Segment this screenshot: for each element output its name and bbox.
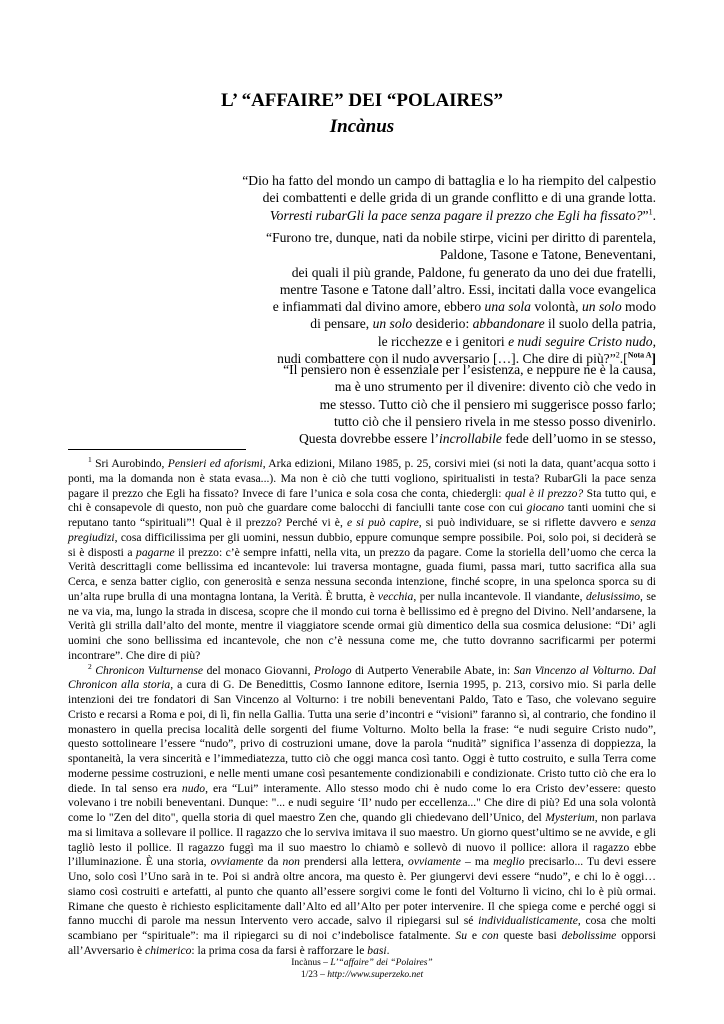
footnote-text: , Arka edizioni, Milano 1985, p. 25, corsivi miei (si noti la data, quant’acqua sotto i ponti, ma la domanda non è stata evasa...). Ma non è ciò che tutti vogliono, spiritualisti in testa? RubarGli la pace senza pagare il prezzo che Egli ha fissato? Invece di fare l’unica e sola cosa che conta, chiedergli: xyxy=(68,457,656,500)
footnote-text: di Autperto Venerabile Abate, in: xyxy=(351,663,514,677)
quote-line xyxy=(283,430,656,447)
footnote-italic: Mysterium xyxy=(545,811,595,824)
quote-line: me stesso. Tutto ciò che il pensiero mi suggerisce posso farlo; xyxy=(319,396,656,412)
footnote-italic: Prologo xyxy=(314,663,352,677)
footnote-italic: Pensieri ed aforismi xyxy=(167,457,263,470)
footnote-text: precisarlo... Tu devi essere Uno, solo così l’Uno sarà in te. Poi si andrà oltre ancora, ma questo è. Per giungervi devi essere “nudo”, e chi lo è oggi… siamo così costruiti e artefatti, al punto che quanto all’essere sorgivi come le fonti del Volturno lì vicino, chi lo è più ormai. Rimane che questo è richiesto esplicitamente dall’Alto ed all’Alto per poter intervenire. Il che spiega come e perché oggi si fanno mucchi di parole ma nessun Intervento vero accade, salvo il ripiegarsi sul sé xyxy=(68,855,656,928)
footnote-text: opporsi all’Avversario è xyxy=(68,929,656,957)
quote-text: .[ xyxy=(619,351,628,367)
quote-italic: e nudi seguire Cristo nudo xyxy=(508,333,653,349)
footnote-text: – ma xyxy=(460,855,494,869)
page-number: 1/23 – xyxy=(300,970,328,980)
footnote-italic: giocano xyxy=(526,501,565,515)
quote-text: e infiammati dal divino amore, ebbero xyxy=(272,299,485,315)
footnote-text: , a cura di G. De Benedittis, Cosmo Iannone editore, Isernia 1995, p. 213, corsivo mio. Si parla delle intenzioni dei tre fondatori di San Vincenzo al Volturno: i tre nobili beneventani Paldo, Tato e Taso, che volevano seguire Cristo e recarsi a Roma e poi, di lì, fin nella Gallia. Tutta una serie d’incontri e “visioni” faranno sì, al contrario, che fondino il monastero in quella precisa località delle sorgenti del fiume Volturno. Molto bella la frase: “e nudi seguire Cristo nudo”, questo sottolineare l’essere “nudo”, privo di costruzioni umane, dove la parola “nudità” significa l’assenza di doppiezza, la spontaneità, la vera sincerità e l’immediatezza, tutto ciò che oggi manca così tanto. Oggi è tutto costruito, e sulla Terra come moderne pessime costruzioni, e nelle menti umane così pesantemente condizionabili e condizionate. Cristo tutto ciò che era lo diede. In tal senso era xyxy=(68,678,656,795)
footnote-text: queste basi xyxy=(498,929,562,942)
footnote-ref-2[interactable]: 2 xyxy=(615,350,620,360)
quote-line xyxy=(242,207,656,224)
quote-italic: abbandonare xyxy=(472,316,545,332)
footnote-text: Sta tutto qui, e chi è consapevole di questo, non può che guardare come balocchi di fanciulli tante cose con cui xyxy=(68,486,656,515)
footnote-text: tanti uomini che si reputano tanto “spirituali”! Qual è il prezzo? Perché vi è, xyxy=(68,501,656,529)
quote-italic: un solo xyxy=(372,316,413,332)
footnote-text: , non parlava ma si limitava a sollevare il pollice. Il ragazzo che lo serviva imitava il suo maestro. Un giorno quest’ultimo se ne avvide, e gli tagliò lesto il pollice. Il ragazzo fuggì ma il suo maestro lo chiamò e sollevò di nuovo il pollice: allora il ragazzo ebbe l’illuminazione. È una storia, xyxy=(68,811,657,869)
footnote-text: , cosa che molti scambiano per “spirituale”: ma il ripiegarci su di noi c’indebolisce fatalmente. xyxy=(68,914,656,942)
quote-text: volontà, xyxy=(530,299,582,315)
epigraph-quote-2 xyxy=(266,229,656,367)
quote-text: . xyxy=(652,207,656,223)
footnote-text: , se ne va via, ma, lungo la strada in discesa, scopre che il mondo cui torna è bellissimo ed è pregno del Divino. Nell’andarsene, la Verità gli strilla dall’alto del monte, mentre il viaggiatore scende ormai giù dimentico della sua cosmica delusione: “Di’ agli uomini che sono bellissima ed incantevole, che non c’è nessuna come me, che tutto dovranno sacrificarmi per potermi incontrare”. Che dire di più? xyxy=(68,589,656,662)
quote-text: ” xyxy=(642,207,649,223)
footnote-text: Sri Aurobindo, xyxy=(91,457,168,470)
quote-text: modo xyxy=(621,299,656,315)
footnote-text: prendersi alla lettera, xyxy=(299,855,409,869)
quote-text: il suolo della patria, xyxy=(544,316,656,332)
footnote-number: 1 xyxy=(88,455,92,465)
quote-line xyxy=(266,298,656,315)
footnote-1 xyxy=(68,457,656,664)
footnote-italic: individualisticamente xyxy=(478,914,578,928)
footnote-italic: debolissime xyxy=(561,929,617,942)
footnote-italic: vecchia xyxy=(377,589,414,603)
footnote-italic: San Vincenzo al Volturno. Dal Chronicon alla storia xyxy=(68,663,656,692)
footnote-italic: ovviamente xyxy=(210,855,264,869)
page-title: L’ “AFFAIRE” DEI “POLAIRES” xyxy=(220,90,504,111)
footnote-italic: chimerico xyxy=(145,943,192,957)
footnote-italic: pagarne xyxy=(136,545,175,559)
quote-text: nudi combattere con il nudo avversario […]. Che dire di più?” xyxy=(277,351,616,367)
footnote-italic: Chronicon Vulturnense xyxy=(95,663,204,677)
quote-line: tutto ciò che il pensiero rivela in me stesso posso divenirlo. xyxy=(333,413,656,429)
footnote-text: , cosa difficilissima per gli uomini, nessun dubbio, eppure comunque sempre possibile. Poi, solo poi, si deciderà se si è disposti a xyxy=(68,530,656,559)
epigraph-quote-1 xyxy=(242,172,656,224)
footnote-italic: meglio xyxy=(493,855,525,869)
footnote-italic: e si può capire xyxy=(346,516,419,529)
quote-italic: una sola xyxy=(484,299,531,315)
footnote-text: , per nulla incantevole. Il viandante, xyxy=(413,589,586,603)
quote-text: di pensare, xyxy=(310,316,373,332)
quote-line: “Furono tre, dunque, nati da nobile stirpe, vicini per diritto di parentela, xyxy=(266,230,656,245)
quote-italic: Vorresti rubarGli la pace senza pagare il prezzo che Egli ha fissato? xyxy=(269,207,643,223)
quote-line xyxy=(266,333,656,350)
quote-italic: un solo xyxy=(581,299,622,315)
author-name: Incànus xyxy=(329,116,395,137)
quote-text: ] xyxy=(651,351,656,367)
footnote-2 xyxy=(68,661,657,959)
footnote-number: 2 xyxy=(88,661,92,671)
footer-line-2 xyxy=(301,970,423,980)
footnote-italic: basi xyxy=(367,943,387,957)
quote-line: ma è uno strumento per il divenire: divento ciò che vedo in xyxy=(334,379,656,395)
footnote-ref-1[interactable]: 1 xyxy=(648,207,653,217)
footnote-text: del monaco Giovanni, xyxy=(203,663,315,677)
quote-line: dei quali il più grande, Paldone, fu generato da uno dei due fratelli, xyxy=(291,264,656,280)
footer-link[interactable]: http://www.superzeko.net xyxy=(327,970,424,980)
footnotes xyxy=(68,457,656,959)
quote-line: Paldone, Tasone e Tatone, Beneventani, xyxy=(439,247,656,263)
quote-text: desiderio: xyxy=(412,316,473,332)
footnote-text: : la prima cosa da farsi è rafforzare le xyxy=(191,943,368,957)
footnote-italic: nudo xyxy=(181,781,206,795)
quote-line: mentre Tasone e Tatone dall’altro. Essi, incitati dalla voce evangelica xyxy=(279,281,656,297)
footnote-text: il prezzo: c’è sempre infatti, nella vita, un prezzo da pagare. Come la storiella dell’uomo che cerca la Verità descrittagli come bellissima ed incantevole: lui traversa montagne, guada fiumi, passa mari, tutto sacrifica alla sua Cerca, e senza batter ciglio, con generosità e senza nessuna seconda intenzione, finché scopre, in una spelonca sporca su di un’alta rupe brulla di una montagna lontana, la Verità. È brutta, è xyxy=(68,545,656,603)
footnote-italic: Su xyxy=(455,929,468,942)
footnote-text: . xyxy=(386,943,390,957)
footnote-italic: con xyxy=(481,929,499,942)
footnote-text: , era “Lui” interamente. Allo stesso modo chi è nudo come lo era Cristo dev’essere: questo volevano i tre nobili beneventani. Dunque: "... e nudi seguire ‘Il’ nudo per eccellenza..." Che dire di più? Ed una sola volontà come lo "Zen del dito", quella storia di quel maestro Zen che, quando gli chiedevano dell’Unico, del xyxy=(68,781,656,824)
footnote-separator xyxy=(68,449,246,450)
footnote-italic: qual è il prezzo? xyxy=(504,486,584,500)
page-footer xyxy=(0,957,724,981)
footnote-text: , si può individuare, se si riflette davvero e xyxy=(418,516,631,529)
footer-author: Incànus – xyxy=(291,958,331,968)
footer-title: L’“affaire” dei “Polaires” xyxy=(330,958,433,968)
quote-text: , xyxy=(652,333,656,349)
quote-line: “Il pensiero non è essenziale per l’esistenza, e neppure ne è la causa, xyxy=(283,362,656,377)
footer-line-1 xyxy=(291,958,432,968)
footnote-italic: delusissimo xyxy=(585,589,641,603)
footnote-italic: senza pregiudizi xyxy=(68,516,656,544)
quote-text: Questa dovrebbe essere l’ xyxy=(298,431,440,447)
quote-line: dei combattenti e delle grida di un grande conflitto e di una grande lotta. xyxy=(262,190,656,206)
quote-text: fede dell’uomo in se stesso, xyxy=(501,431,656,447)
footnote-italic: ovviamente xyxy=(408,855,461,869)
quote-italic: incrollabile xyxy=(439,431,502,447)
footnote-text: e xyxy=(467,929,482,942)
footnote-italic: non xyxy=(282,855,300,869)
quote-text: le ricchezze e i genitori xyxy=(377,333,509,349)
footnote-text: da xyxy=(263,855,283,869)
quote-line xyxy=(266,315,656,332)
quote-line: “Dio ha fatto del mondo un campo di battaglia e lo ha riempito del calpestio xyxy=(242,173,656,188)
epigraph-quote-3 xyxy=(283,361,656,447)
note-a-ref[interactable]: Nota A xyxy=(627,350,652,360)
